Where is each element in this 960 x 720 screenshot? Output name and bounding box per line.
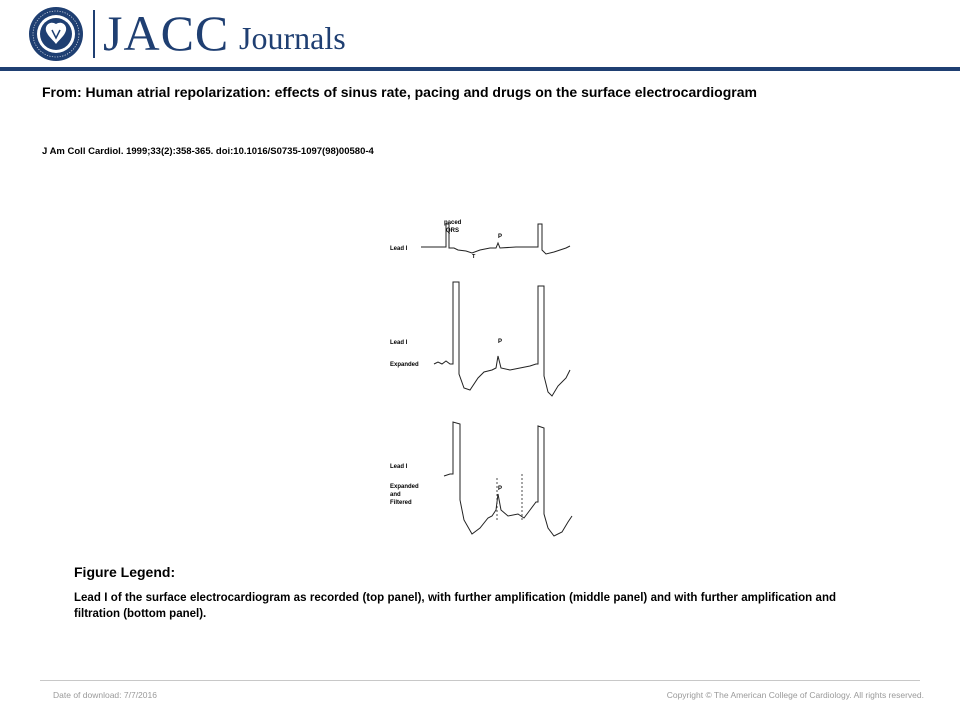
download-date: Date of download: 7/7/2016: [53, 690, 157, 700]
lead-label: Lead I: [390, 464, 408, 470]
journal-header: [0, 0, 960, 68]
and-label: and: [390, 492, 401, 498]
filtered-label: Filtered: [390, 500, 412, 506]
ecg-trace-bottom: [444, 422, 572, 536]
brand-divider: [93, 10, 95, 58]
ecg-figure: [380, 210, 590, 550]
header-rule: [0, 67, 960, 71]
footer-rule: [40, 680, 920, 681]
lead-label: Lead I: [390, 246, 408, 252]
paced-label: paced: [444, 220, 462, 226]
figure-legend-heading: Figure Legend:: [74, 564, 176, 580]
expanded-label: Expanded: [390, 362, 419, 368]
t-wave-label: T: [472, 254, 476, 260]
college-seal-logo: [28, 6, 84, 62]
expanded-label: Expanded: [390, 484, 419, 490]
ecg-trace-top: [421, 224, 570, 254]
brand-name: JACC: [103, 5, 230, 61]
article-citation: J Am Coll Cardiol. 1999;33(2):358-365. doi:10.1016/S0735-1097(98)00580-4: [42, 146, 374, 157]
article-title: From: Human atrial repolarization: effects of sinus rate, pacing and drugs on the surface electrocardiogram: [42, 84, 757, 100]
ecg-panel-top: [390, 220, 570, 260]
p-wave-label: P: [498, 486, 503, 492]
ecg-panel-middle: [390, 282, 570, 396]
qrs-label: QRS: [446, 228, 460, 234]
ecg-panel-bottom: [390, 422, 572, 536]
figure-legend-text: Lead I of the surface electrocardiogram as recorded (top panel), with further amplification (middle panel) and with further amplification and filtration (bottom panel).: [74, 592, 836, 620]
lead-label: Lead I: [390, 340, 408, 346]
brand-suffix: Journals: [239, 20, 346, 56]
copyright-notice: Copyright © The American College of Cardiology. All rights reserved.: [666, 690, 924, 700]
p-wave-label: P: [498, 339, 503, 345]
p-wave-label: P: [498, 234, 503, 240]
